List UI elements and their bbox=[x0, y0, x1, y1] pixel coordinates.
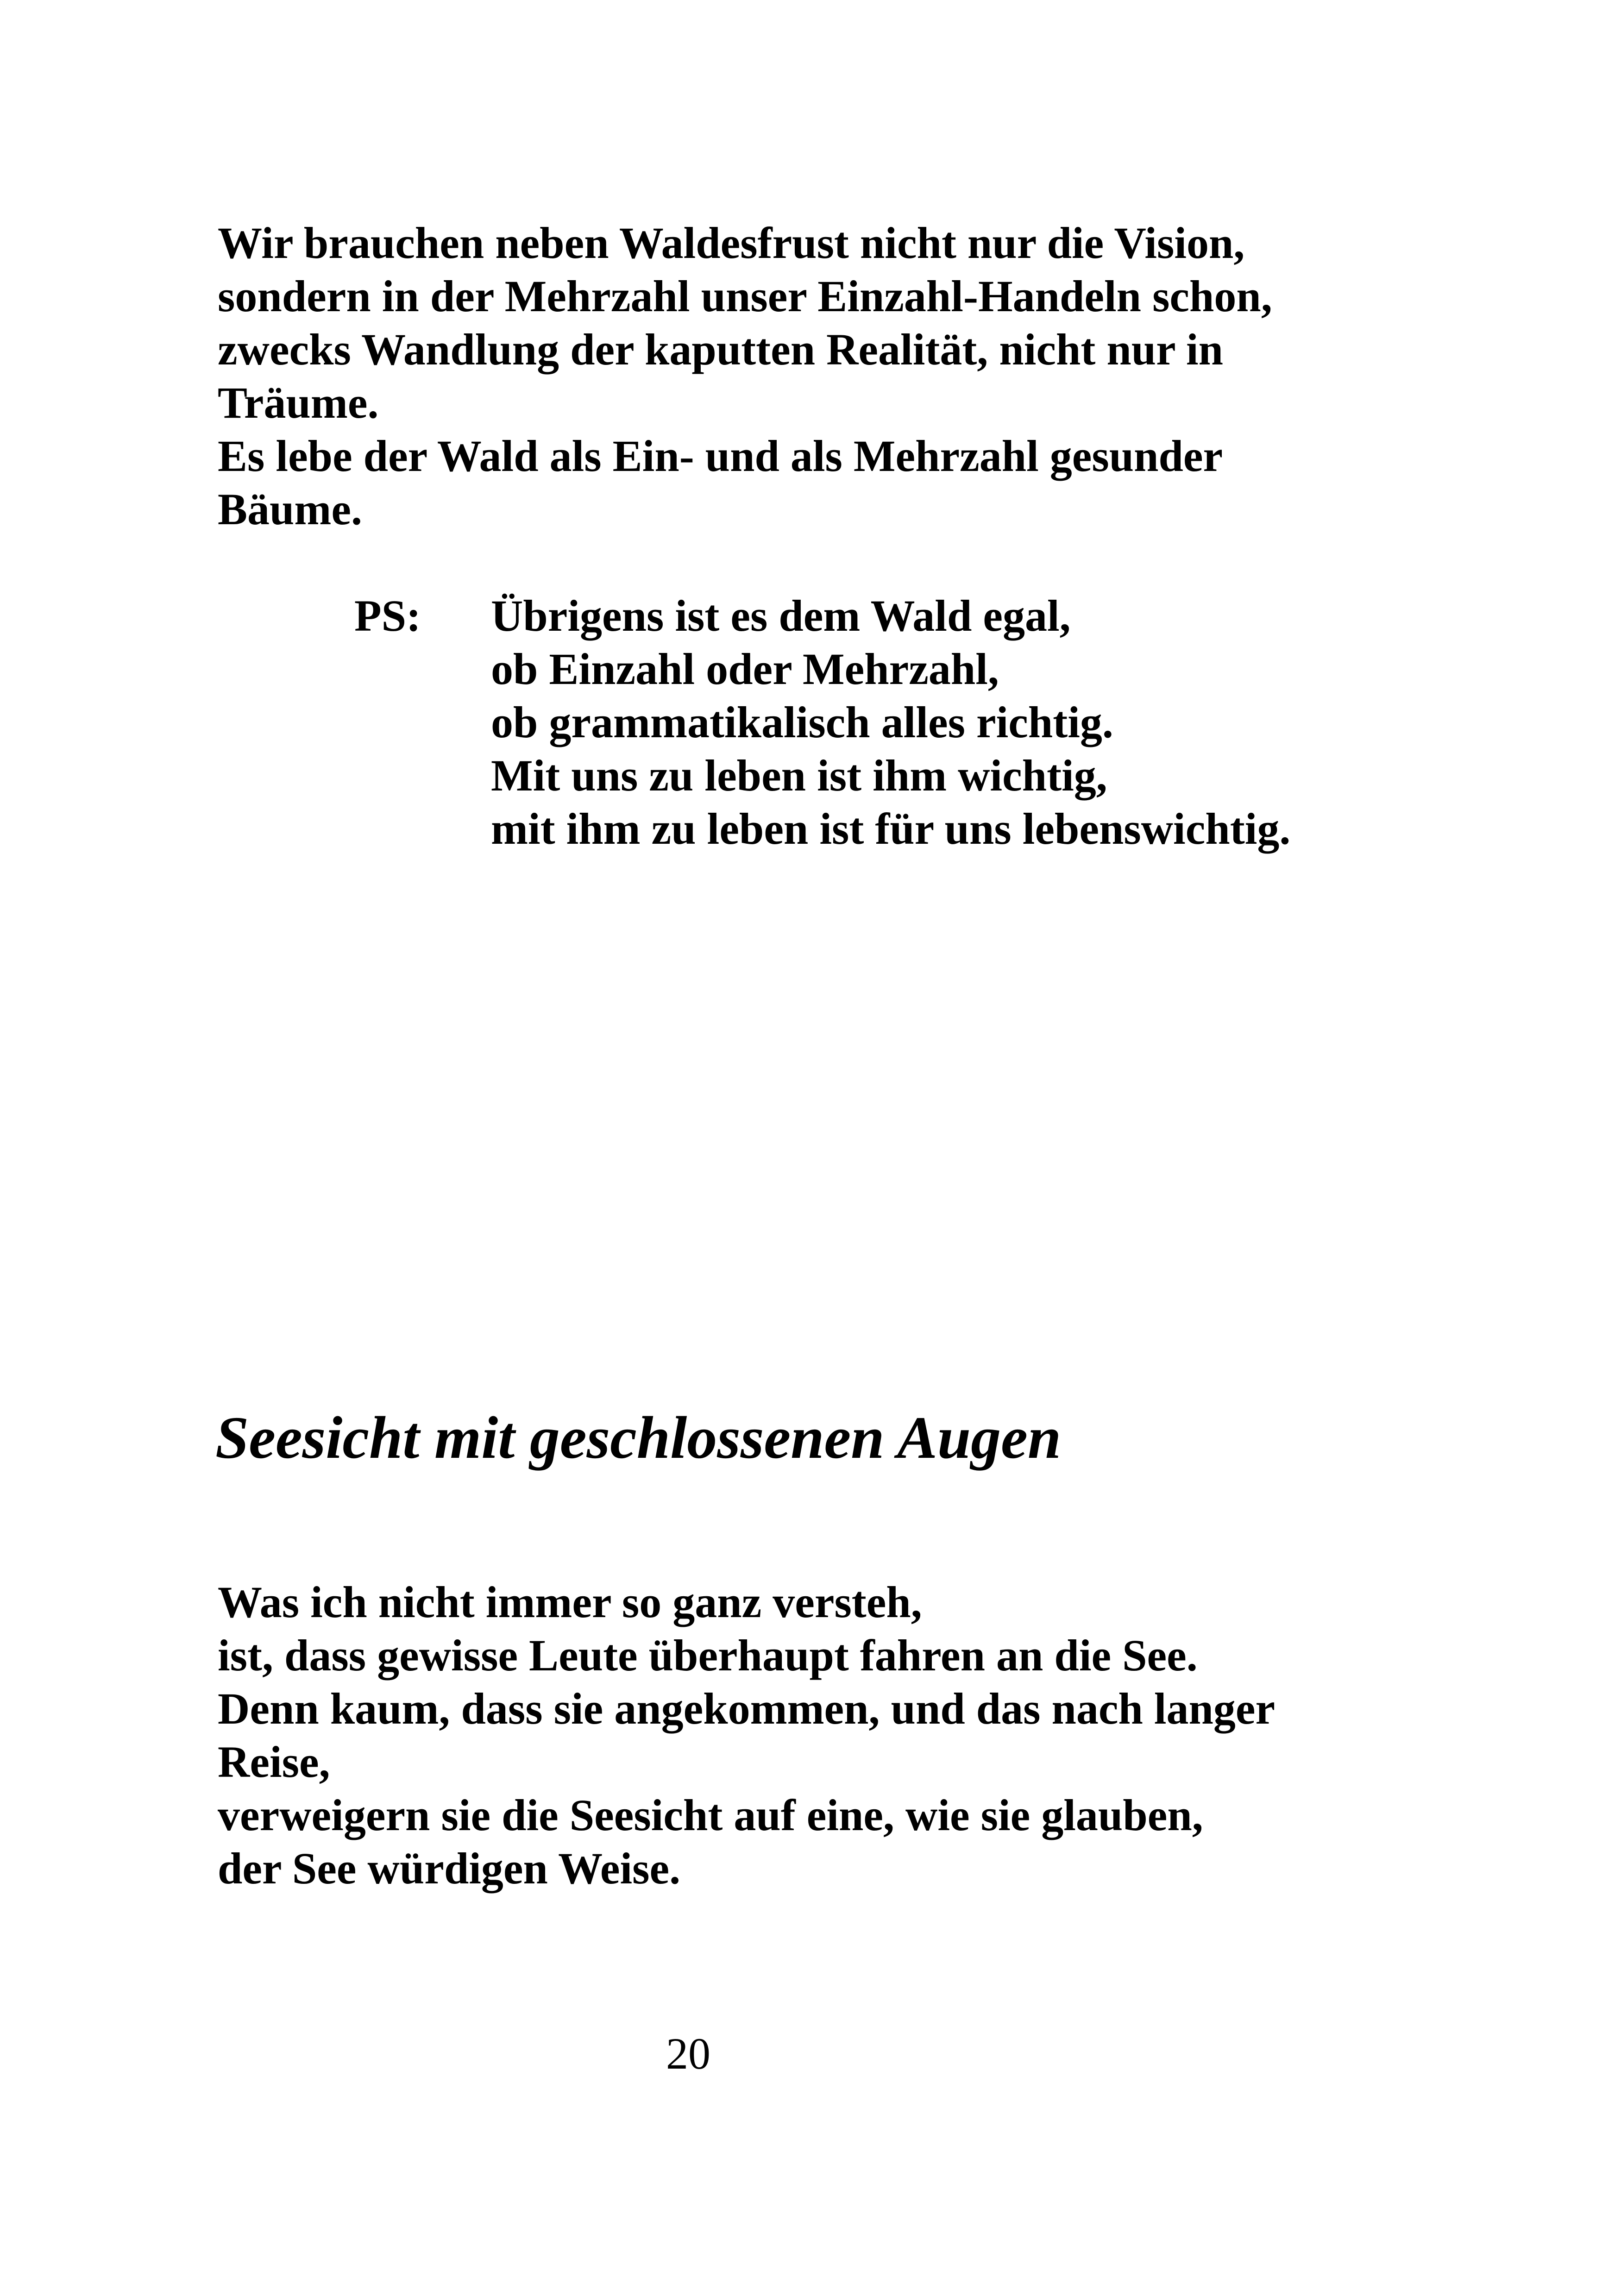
stanza-line: sondern in der Mehrzahl unser Einzahl-Handeln schon, bbox=[218, 271, 1272, 321]
stanza-line: Wir brauchen neben Waldesfrust nicht nur die Vision, bbox=[218, 218, 1245, 268]
poem-line: der See würdigen Weise. bbox=[218, 1844, 681, 1893]
postscript-line: mit ihm zu leben ist für uns lebenswichtig. bbox=[491, 804, 1291, 853]
poem-line: verweigern sie die Seesicht auf eine, wie sie glauben, bbox=[218, 1790, 1203, 1840]
postscript-line: ob grammatikalisch alles richtig. bbox=[491, 697, 1113, 747]
postscript-line: Übrigens ist es dem Wald egal, bbox=[491, 591, 1071, 640]
stanza-line: Bäume. bbox=[218, 484, 362, 534]
postscript-label: PS: bbox=[354, 591, 421, 640]
poem-line: Reise, bbox=[218, 1737, 330, 1787]
stanza-line: Es lebe der Wald als Ein- und als Mehrzahl gesunder bbox=[218, 431, 1223, 481]
poem-line: Denn kaum, dass sie angekommen, und das nach langer bbox=[218, 1684, 1275, 1733]
postscript-line: Mit uns zu leben ist ihm wichtig, bbox=[491, 751, 1107, 800]
poem-title: Seesicht mit geschlossenen Augen bbox=[215, 1405, 1062, 1471]
page-number: 20 bbox=[666, 2029, 710, 2078]
poem-line: ist, dass gewisse Leute überhaupt fahren an die See. bbox=[218, 1631, 1198, 1680]
stanza-line: zwecks Wandlung der kaputten Realität, nicht nur in bbox=[218, 325, 1224, 374]
postscript-line: ob Einzahl oder Mehrzahl, bbox=[491, 644, 999, 694]
poem-line: Was ich nicht immer so ganz versteh, bbox=[218, 1577, 922, 1627]
stanza-line: Träume. bbox=[218, 378, 379, 427]
